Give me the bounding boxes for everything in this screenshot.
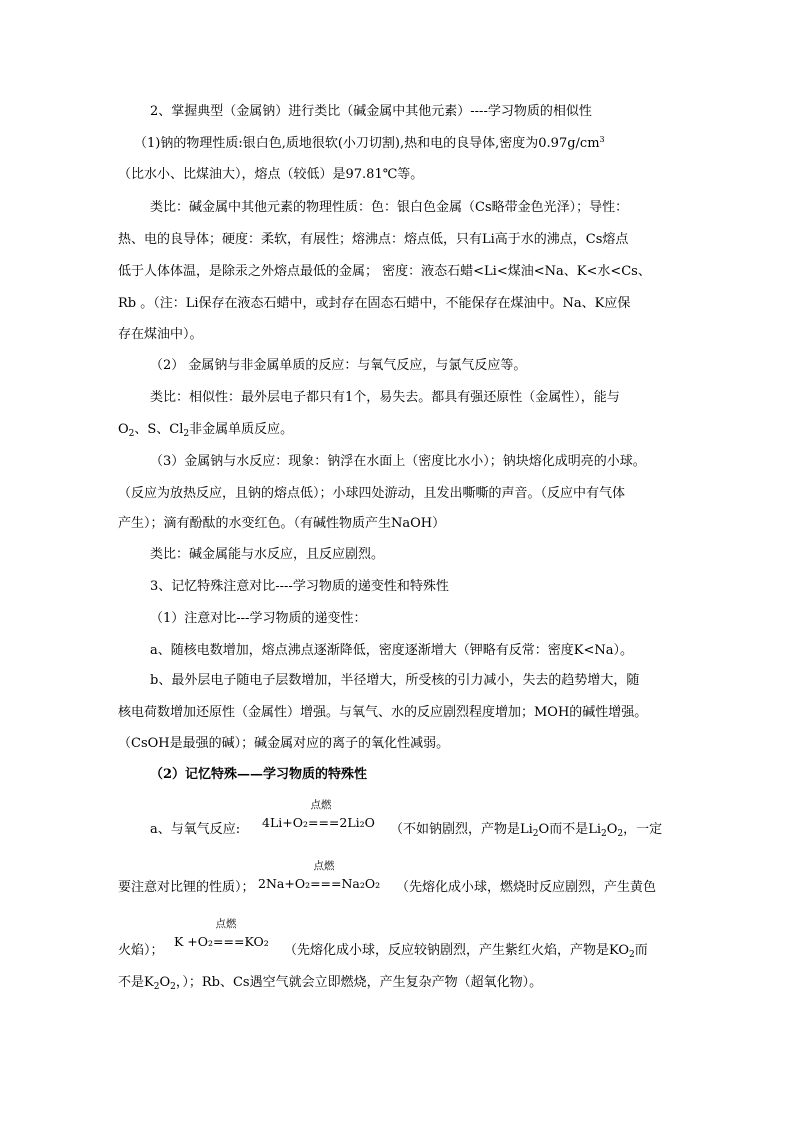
- paragraph-line: （反应为放热反应，且钠的熔点低）；小球四处游动，且发出嘶嘶的声音。（反应中有气体: [118, 486, 626, 501]
- paragraph-line: 不是$K_2O_2$，）；Rb、Cs遇空气就会立即燃烧，产生复杂产物（超氧化物）。: [118, 975, 543, 992]
- paragraph-sodium-nonmetal: （2） 金属钠与非金属单质的反应：与氧气反应，与氯气反应等。: [150, 358, 527, 373]
- paragraph-line: （比水小、比煤油大），熔点（较低）是97.81℃等。: [118, 167, 424, 182]
- section-heading-2: 2、掌握典型（金属钠）进行类比（碱金属中其他元素）----学习物质的相似性: [150, 104, 592, 119]
- paragraph-sodium-physical: （1)钠的物理性质:银白色,质地很软(小刀切割),热和电的良导体,密度为$0.97g/cm^3$: [134, 135, 605, 151]
- reaction-line-lithium: a、与氧气反应:: [150, 822, 241, 837]
- paragraph-analogy-3: 类比：碱金属能与水反应，且反应剧烈。: [150, 547, 385, 562]
- paragraph-analogy-1: 类比：碱金属中其他元素的物理性质：色：银白色金属（Cs略带金色光泽）；导性：: [150, 200, 629, 215]
- paragraph-analogy-2: 类比：相似性：最外层电子都只有1个，易失去。都具有强还原性（金属性），能与: [150, 390, 620, 405]
- reaction-note-lithium: （不如钠剧烈，产物是$Li_2O$而不是$Li_2O_2$，一定: [390, 822, 663, 839]
- section-heading-3: 3、记忆特殊注意对比----学习物质的递变性和特殊性: [150, 579, 449, 594]
- list-item-b: b、最外层电子随电子层数增加，半径增大，所受核的引力减小，失去的趋势增大，随: [150, 673, 640, 688]
- subheading-contrast: （1）注意对比---学习物质的递变性：: [150, 611, 367, 626]
- paragraph-line: 热、电的良导体；硬度：柔软，有展性；熔沸点：熔点低，只有Li高于水的沸点，Cs熔点: [118, 232, 629, 247]
- list-item-a: a、随核电数增加，熔点沸点逐渐降低，密度逐渐增大（钾略有反常：密度K<Na）。: [150, 643, 633, 658]
- paragraph-line: $O_2$、S、$Cl_2$非金属单质反应。: [118, 422, 294, 439]
- equation-potassium: 点燃 K +O₂===KO₂: [174, 918, 269, 949]
- paragraph-sodium-water: （3）金属钠与水反应：现象：钠浮在水面上（密度比水小）；钠块熔化成明亮的小球。: [150, 454, 646, 469]
- paragraph-line: 核电荷数增加还原性（金属性）增强。与氧气、水的反应剧烈程度增加；MOH的碱性增强。: [118, 705, 648, 720]
- reaction-note-potassium: （先熔化成小球，反应较钠剧烈，产生紫红火焰，产物是$KO_2$而: [284, 943, 648, 960]
- reaction-note-sodium: （先熔化成小球，燃烧时反应剧烈，产生黄色: [396, 880, 657, 895]
- paragraph-line: （CsOH是最强的碱）；碱金属对应的离子的氧化性减弱。: [118, 736, 450, 751]
- paragraph-line: 产生）；滴有酚酞的水变红色。（有碱性物质产生NaOH）: [118, 516, 446, 531]
- paragraph-line: Rb 。（注：Li保存在液态石蜡中，或封存在固态石蜡中，不能保存在煤油中。Na、K应保: [118, 296, 631, 311]
- subheading-special: （2）记忆特殊——学习物质的特殊性: [150, 767, 368, 782]
- reaction-line-potassium: 火焰）；: [118, 943, 164, 958]
- equation-sodium: 点燃 2Na+O₂===Na₂O₂: [258, 860, 381, 891]
- paragraph-line: 低于人体体温，是除汞之外熔点最低的金属； 密度：液态石蜡<Li<煤油<Na、K<水<Cs、: [118, 264, 651, 279]
- reaction-line-sodium: 要注意对比锂的性质）；: [118, 880, 255, 895]
- paragraph-line: 存在煤油中）。: [118, 327, 203, 342]
- equation-lithium: 点燃 4Li+O₂===2Li₂O: [262, 799, 375, 830]
